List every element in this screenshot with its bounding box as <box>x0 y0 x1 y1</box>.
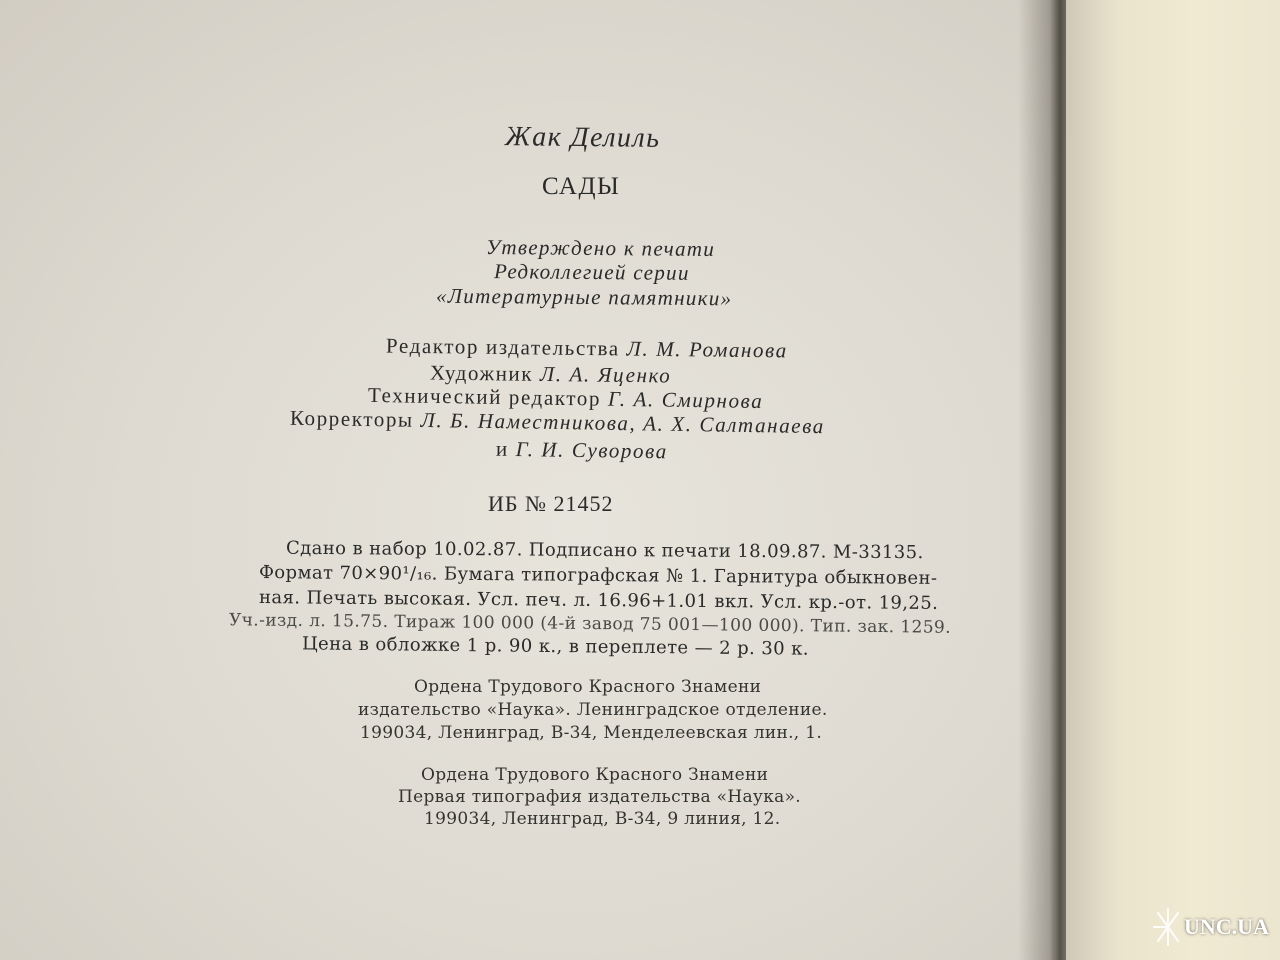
credit-line <box>386 334 788 364</box>
publisher-line: Ордена Трудового Красного Знамени <box>414 677 762 697</box>
credit-name: Г. И. Суворова <box>515 436 668 464</box>
imprint-line: ная. Печать высокая. Усл. печ. л. 16.96+1.01 вкл. Усл. кр.-от. 19,25. <box>258 587 939 614</box>
credit-role: и <box>495 436 510 461</box>
imprint-line: Цена в обложке 1 р. 90 к., в переплете — 2 р. 30 к. <box>301 633 810 660</box>
ib-number: ИБ № 21452 <box>488 491 614 516</box>
publisher-line: 199034, Ленинград, В-34, Менделеевская лин., 1. <box>360 723 823 743</box>
book-author: Жак Делиль <box>504 121 661 154</box>
credit-name: Л. Б. Наместникова, А. Х. Салтанаева <box>420 407 826 439</box>
approval-line: Редколлегией серии <box>493 259 690 285</box>
imprint-line: Сдано в набор 10.02.87. Подписано к печати 18.09.87. М-33135. <box>285 537 924 564</box>
credit-role: Корректоры <box>289 405 414 432</box>
approval-line: «Литературные памятники» <box>435 283 733 311</box>
publisher-line: издательство «Наука». Ленинградское отделение. <box>358 700 828 720</box>
watermark-text: UNC.UA <box>1184 914 1269 939</box>
printer-line: Первая типография издательства «Наука». <box>398 787 801 807</box>
credit-line <box>496 437 668 465</box>
credit-name: Г. А. Смирнова <box>607 386 764 414</box>
imprint-line: Формат 70×90¹/₁₆. Бумага типографская № 1. Гарнитура обыкновен- <box>258 562 938 589</box>
credit-role: Художник <box>429 360 534 386</box>
printer-line: 199034, Ленинград, В-34, 9 линия, 12. <box>424 809 781 829</box>
credit-role: Технический редактор <box>367 382 602 411</box>
approval-line: Утверждено к печати <box>485 235 716 261</box>
credit-name: Л. М. Романова <box>626 336 788 363</box>
credit-name: Л. А. Яценко <box>539 361 672 388</box>
right-page <box>1066 0 1280 960</box>
imprint-line: Уч.-изд. л. 15.75. Тираж 100 000 (4-й завод 75 001—100 000). Тип. зак. 1259. <box>228 610 952 638</box>
book-title: САДЫ <box>542 173 621 200</box>
credit-role: Редактор издательства <box>385 333 620 361</box>
printer-line: Ордена Трудового Красного Знамени <box>421 765 769 785</box>
